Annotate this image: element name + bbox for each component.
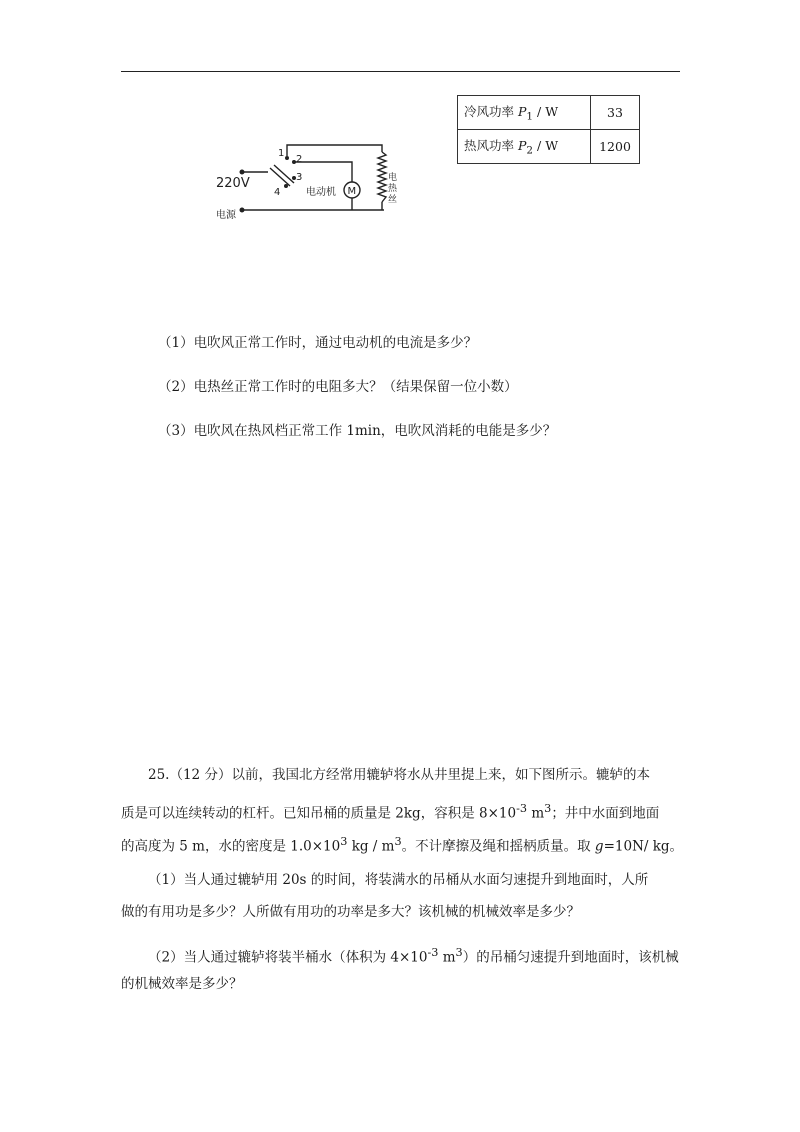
table-cell-label: 冷风功率 $P_1$ / W	[458, 96, 591, 130]
heater-label: 电	[388, 173, 398, 183]
question-24-part-1: （1）电吹风正常工作时，通过电动机的电流是多少？	[158, 335, 478, 351]
question-25-stem-line: 质是可以连续转动的杠杆。已知吊桶的质量是 2kg，容积是 $8\times 10^{-3}$ $m^3$；井中水面到地面	[121, 802, 660, 822]
table-cell-value: 33	[591, 96, 640, 130]
switch-contact-1	[285, 156, 289, 160]
source-label: 电源	[216, 210, 236, 221]
voltage-label: 220V	[216, 176, 250, 191]
switch-term-label: 2	[296, 154, 303, 165]
question-25-part-1: 做的有用功是多少？人所做有用功的功率是多大？该机械的机械效率是多少？	[121, 904, 580, 920]
circuit-wires	[242, 145, 386, 210]
hair-dryer-circuit-diagram	[212, 140, 402, 230]
table-row	[458, 96, 640, 130]
switch-contact-4	[284, 184, 288, 188]
question-25-part-1: （1）当人通过辘轳用 20s 的时间，将装满水的吊桶从水面匀速提升到地面时，人所	[148, 872, 649, 888]
question-25-stem-line: 25.（12 分）以前，我国北方经常用辘轳将水从井里提上来，如下图所示。辘轳的本	[148, 767, 650, 783]
question-24-part-2: （2）电热丝正常工作时的电阻多大？（结果保留一位小数）	[158, 379, 518, 395]
question-25-part-2: （2）当人通过辘轳将装半桶水（体积为 $4\times 10^{-3}$ $m^3$）的吊桶匀速提升到地面时，该机械	[148, 946, 679, 966]
motor-label: 电动机	[306, 187, 336, 198]
heater-label: 热	[388, 184, 398, 194]
question-24-part-3: （3）电吹风在热风档正常工作 1min，电吹风消耗的电能是多少？	[158, 423, 557, 439]
heater-label: 丝	[388, 195, 398, 205]
question-25-stem-line: 的高度为 5 m，水的密度是 $1.0\times 10^3$ kg / $m^3$。不计摩擦及绳和摇柄质量。取 g=10N/ kg。	[121, 835, 684, 855]
table-row	[458, 130, 640, 164]
switch-term-label: 1	[278, 148, 285, 159]
switch-term-label: 4	[274, 187, 281, 198]
question-25-part-2: 的机械效率是多少？	[121, 976, 243, 992]
table-cell-value: 1200	[591, 130, 640, 164]
header-rule	[121, 71, 680, 72]
power-spec-table	[457, 95, 640, 164]
switch-term-label: 3	[296, 172, 303, 183]
motor-symbol: M	[347, 186, 357, 197]
table-cell-label: 热风功率 $P_2$ / W	[458, 130, 591, 164]
